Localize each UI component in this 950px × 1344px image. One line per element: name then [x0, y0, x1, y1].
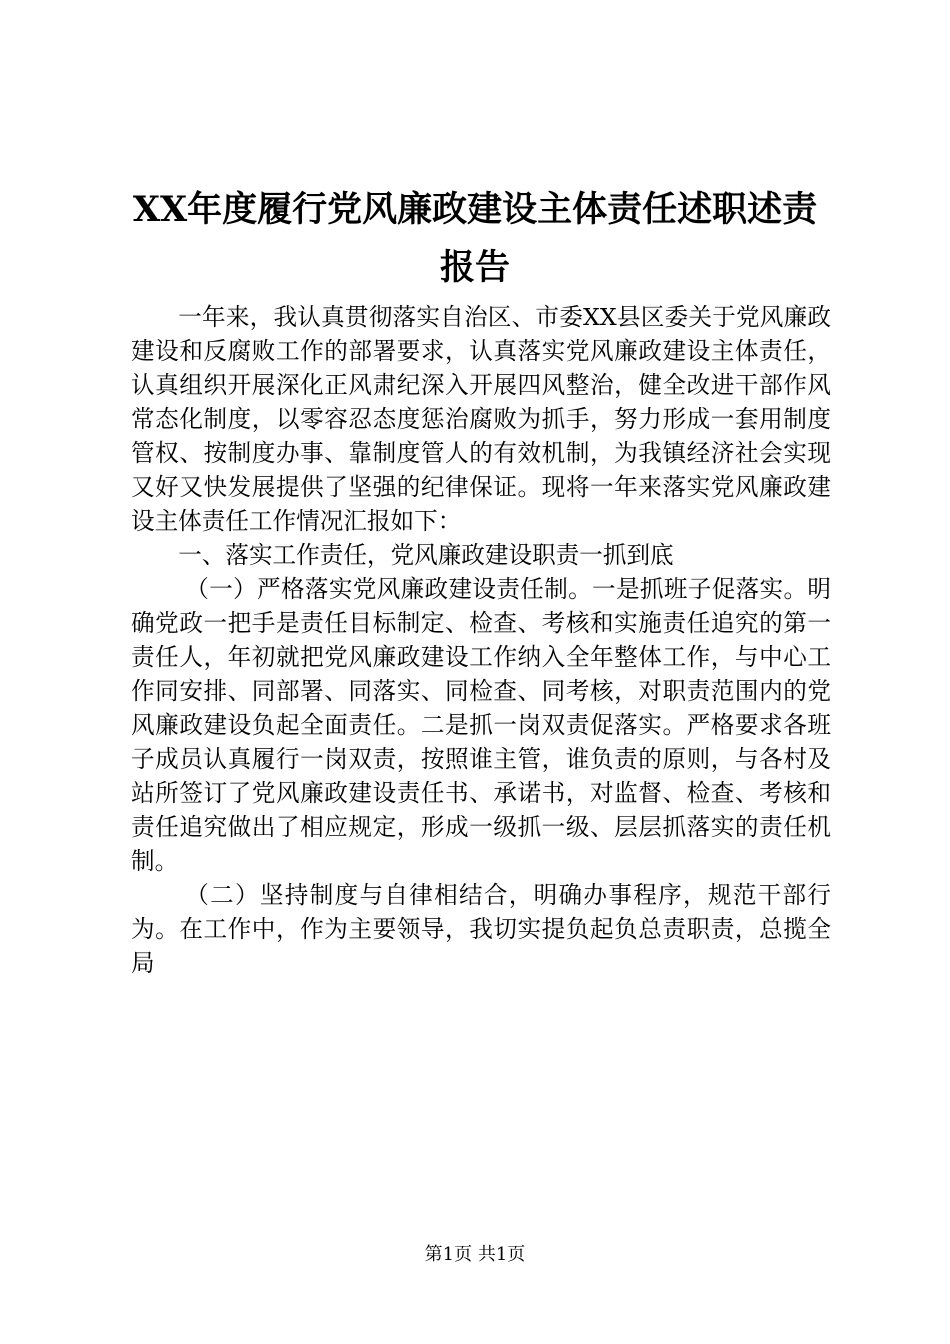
document-title-line-1: XX年度履行党风廉政建设主体责任述职述责 [132, 189, 818, 230]
paragraph-intro: 一年来，我认真贯彻落实自治区、市委XX县区委关于党风廉政建设和反腐败工作的部署要求，认真落实党风廉政建设主体责任，认真组织开展深化正风肃纪深入开展四风整治，健全改进干部作风常态化制度，以零容忍态度惩治腐败为抓手，努力形成一套用制度管权、按制度办事、靠制度管人的有效机制，为我镇经济社会实现又好又快发展提供了坚强的纪律保证。现将一年来落实党风廉政建设主体责任工作情况汇报如下： [131, 303, 831, 535]
section-heading-1: 一、落实工作责任，党风廉政建设职责一抓到底 [178, 541, 674, 569]
document-body [131, 300, 831, 980]
paragraph-subsection-2: （二）坚持制度与自律相结合，明确办事程序，规范干部行为。在工作中，作为主要领导，我切实提负起负总责职责，总揽全局 [131, 881, 831, 977]
paragraph-subsection-1: （一）严格落实党风廉政建设责任制。一是抓班子促落实。明确党政一把手是责任目标制定、检查、考核和实施责任追究的第一责任人，年初就把党风廉政建设工作纳入全年整体工作，与中心工作同安排、同部署、同落实、同检查、同考核，对职责范围内的党风廉政建设负起全面责任。二是抓一岗双责促落实。严格要求各班子成员认真履行一岗双责，按照谁主管，谁负责的原则，与各村及站所签订了党风廉政建设责任书、承诺书，对监督、检查、考核和责任追究做出了相应规定，形成一级抓一级、层层抓落实的责任机制。 [131, 575, 831, 875]
document-title-line-2: 报告 [439, 247, 510, 288]
page-number-footer: 第1页 共1页 [424, 1244, 526, 1265]
